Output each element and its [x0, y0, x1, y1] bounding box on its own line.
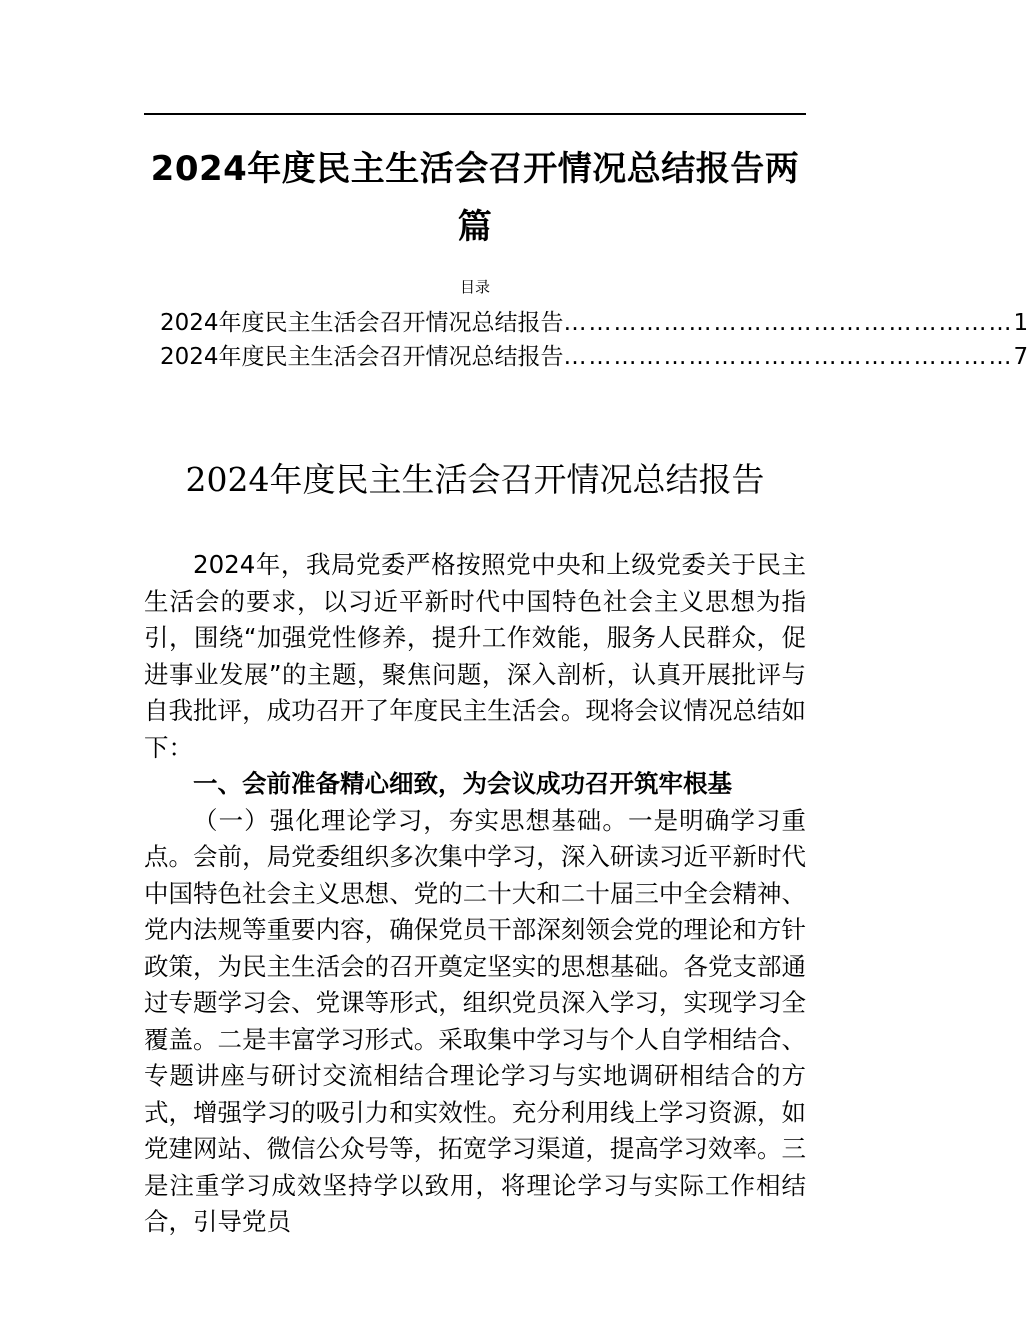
- section-heading-1: 一、会前准备精心细致，为会议成功召开筑牢根基: [193, 769, 732, 798]
- toc-entry-leader: ………………………………………………: [563, 310, 1014, 336]
- toc-label: 目录: [459, 278, 490, 296]
- top-divider: [144, 113, 806, 115]
- toc-entry-page: 1: [1013, 310, 1028, 336]
- intro-paragraph: 2024年，我局党委严格按照党中央和上级党委关于民主生活会的要求，以习近平新时代中国特色社会主义思想为指引，围绕“加强党性修养，提升工作效能，服务人民群众，促进事业发展”的主题，聚焦问题，深入剖析，认真开展批评与自我批评，成功召开了年度民主生活会。现将会议情况总结如下：: [144, 550, 806, 762]
- toc-entry-leader: ………………………………………………: [563, 344, 1014, 370]
- toc-entry[interactable]: [160, 306, 1028, 340]
- subsection-paragraph-1: （一）强化理论学习，夯实思想基础。一是明确学习重点。会前，局党委组织多次集中学习，深入研读习近平新时代中国特色社会主义思想、党的二十大和二十届三中全会精神、党内法规等重要内容，确保党员干部深刻领会党的理论和方针政策，为民主生活会的召开奠定坚实的思想基础。各党支部通过专题学习会、党课等形式，组织党员深入学习，实现学习全覆盖。二是丰富学习形式。采取集中学习与个人自学相结合、专题讲座与研讨交流相结合理论学习与实地调研相结合的方式，增强学习的吸引力和实效性。充分利用线上学习资源，如党建网站、微信公众号等，拓宽学习渠道，提高学习效率。三是注重学习成效坚持学以致用，将理论学习与实际工作相结合，引导党员: [144, 805, 806, 1236]
- table-of-contents: [160, 306, 1028, 374]
- toc-entry[interactable]: [160, 340, 1028, 374]
- report-body: [144, 547, 806, 1241]
- section-title: 2024年度民主生活会召开情况总结报告: [185, 460, 765, 499]
- toc-entry-page: 7: [1013, 344, 1028, 370]
- toc-entry-title: 2024年度民主生活会召开情况总结报告: [160, 344, 564, 370]
- toc-entry-title: 2024年度民主生活会召开情况总结报告: [160, 310, 564, 336]
- document-title: 2024年度民主生活会召开情况总结报告两篇: [150, 149, 800, 247]
